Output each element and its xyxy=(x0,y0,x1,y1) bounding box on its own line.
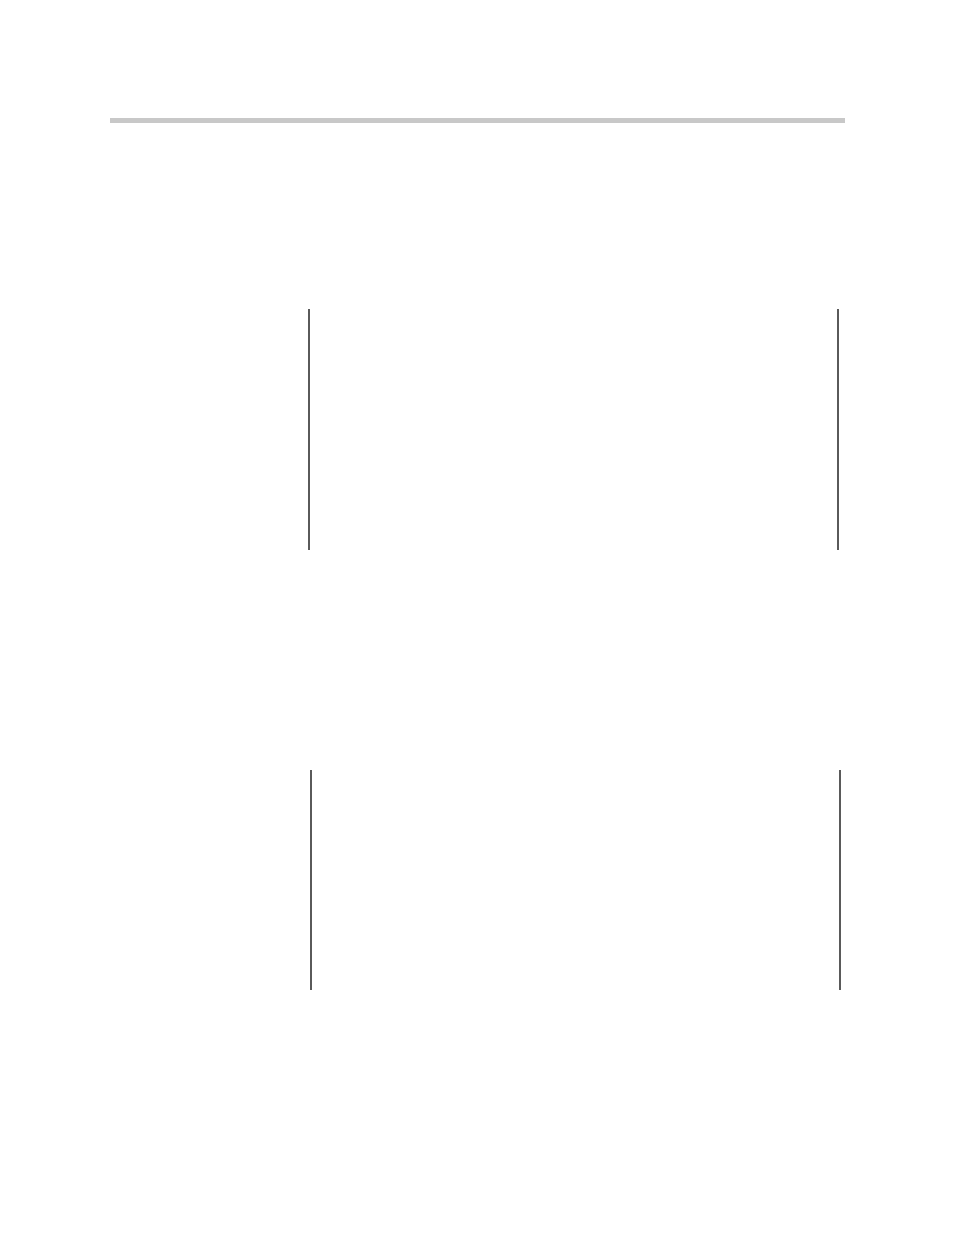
header-rule xyxy=(110,118,845,123)
screenshot-user-search xyxy=(310,770,841,990)
screenshot-user-list xyxy=(308,309,839,550)
